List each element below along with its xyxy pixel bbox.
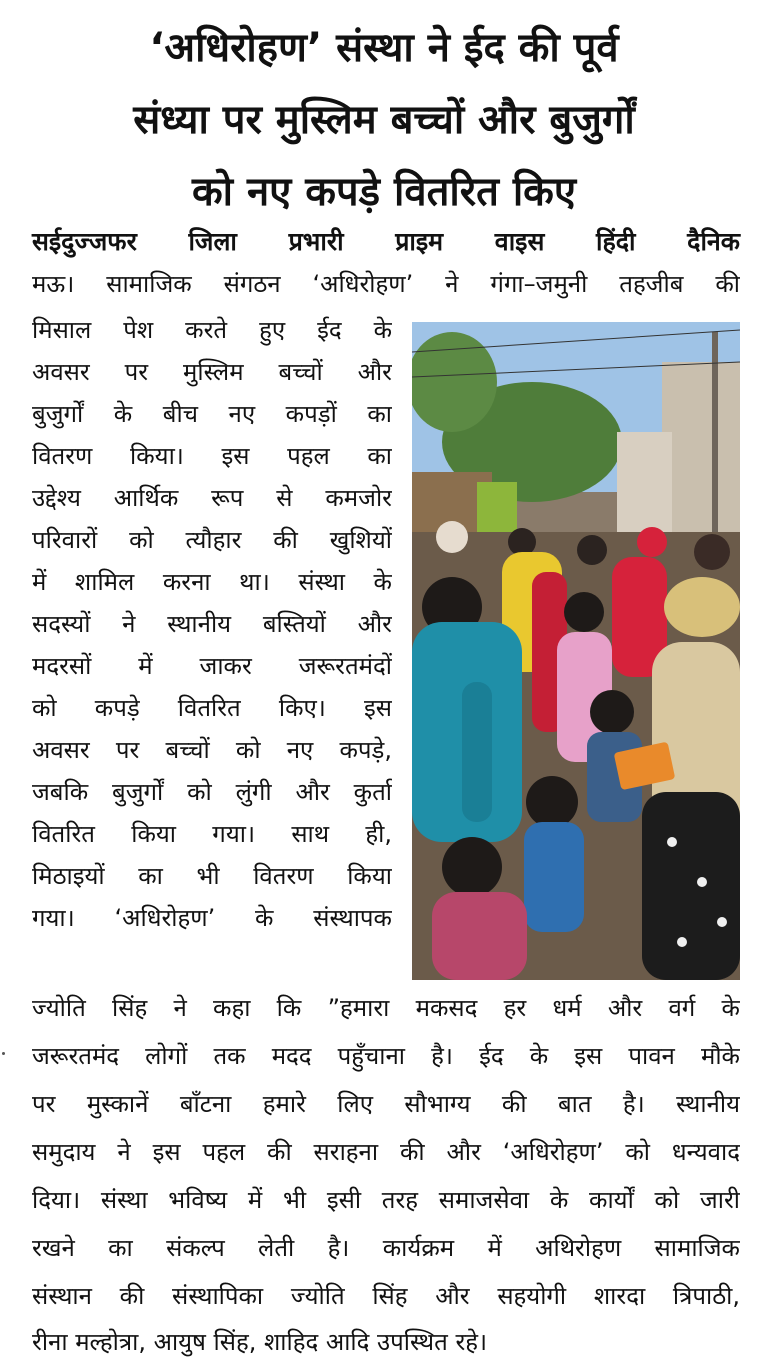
body-line: पर मुस्कानें बाँटना हमारे लिए सौभाग्य की बात है। स्थानीय bbox=[32, 1090, 740, 1118]
event-photo-illustration bbox=[412, 322, 740, 980]
body-line: मिठाइयों का भी वितरण किया bbox=[32, 862, 392, 890]
body-line: मिसाल पेश करते हुए ईद के bbox=[32, 316, 392, 344]
photo-building bbox=[617, 432, 672, 532]
body-line: जरूरतमंद लोगों तक मदद पहुँचाना है। ईद के इस पावन मौके bbox=[32, 1042, 740, 1070]
body-line: में शामिल करना था। संस्था के bbox=[32, 568, 392, 596]
photo-pattern bbox=[667, 837, 677, 847]
photo-pattern bbox=[677, 937, 687, 947]
photo-person-body bbox=[642, 792, 740, 980]
body-line: मदरसों में जाकर जरूरतमंदों bbox=[32, 652, 392, 680]
body-line: को कपड़े वितरित किए। इस bbox=[32, 694, 392, 722]
body-line: बुजुर्गों के बीच नए कपड़ों का bbox=[32, 400, 392, 428]
body-line: वितरण किया। इस पहल का bbox=[32, 442, 392, 470]
body-line: उद्देश्य आर्थिक रूप से कमजोर bbox=[32, 484, 392, 512]
photo-person-head bbox=[664, 577, 740, 637]
body-line: संस्थान की संस्थापिका ज्योति सिंह और सहयोगी शारदा त्रिपाठी, bbox=[32, 1282, 740, 1310]
body-line: परिवारों को त्यौहार की खुशियों bbox=[32, 526, 392, 554]
photo-person-head bbox=[442, 837, 502, 897]
photo-person-arm bbox=[462, 682, 492, 822]
headline-line: को नए कपड़े वितरित किए bbox=[191, 169, 577, 215]
photo-person-head bbox=[526, 776, 578, 828]
photo-person bbox=[508, 528, 536, 556]
photo-person-head bbox=[564, 592, 604, 632]
event-photo bbox=[412, 322, 740, 980]
body-line: सदस्यों ने स्थानीय बस्तियों और bbox=[32, 610, 392, 638]
photo-pattern bbox=[717, 917, 727, 927]
photo-person bbox=[436, 521, 468, 553]
body-line: वितरित किया गया। साथ ही, bbox=[32, 820, 392, 848]
photo-person bbox=[694, 534, 730, 570]
body-line: जबकि बुजुर्गों को लुंगी और कुर्ता bbox=[32, 778, 392, 806]
body-line: अवसर पर बच्चों को नए कपड़े, bbox=[32, 736, 392, 764]
headline-line: ‘अधिरोहण’ संस्था ने ईद की पूर्व bbox=[149, 25, 619, 71]
photo-person-body bbox=[524, 822, 584, 932]
dateline: सईदुज्जफर जिला प्रभारी प्राइम वाइस हिंदी दैनिक bbox=[32, 227, 740, 256]
body-line: रखने का संकल्प लेती है। कार्यक्रम में अथिरोहण सामाजिक bbox=[32, 1234, 740, 1262]
body-line: गया। ‘अधिरोहण’ के संस्थापक bbox=[32, 904, 392, 932]
body-line: रीना मल्होत्रा, आयुष सिंह, शाहिद आदि उपस्थित रहे। bbox=[32, 1328, 488, 1356]
body-line: अवसर पर मुस्लिम बच्चों और bbox=[32, 358, 392, 386]
photo-person-body bbox=[432, 892, 527, 980]
body-line: मऊ। सामाजिक संगठन ‘अधिरोहण’ ने गंगा–जमुनी तहजीब की bbox=[32, 270, 740, 298]
photo-building bbox=[662, 362, 740, 532]
headline-line: संध्या पर मुस्लिम बच्चों और बुजुर्गों bbox=[133, 97, 635, 143]
photo-person bbox=[637, 527, 667, 557]
photo-person-head bbox=[590, 690, 634, 734]
photo-person bbox=[577, 535, 607, 565]
body-line: समुदाय ने इस पहल की सराहना की और ‘अधिरोहण’ को धन्यवाद bbox=[32, 1138, 740, 1166]
body-line: ज्योति सिंह ने कहा कि ”हमारा मकसद हर धर्म और वर्ग के bbox=[32, 994, 740, 1022]
headline bbox=[22, 12, 746, 228]
body-line: दिया। संस्था भविष्य में भी इसी तरह समाजसेवा के कार्यों को जारी bbox=[32, 1186, 740, 1214]
stray-mark bbox=[2, 1052, 5, 1055]
photo-pattern bbox=[697, 877, 707, 887]
